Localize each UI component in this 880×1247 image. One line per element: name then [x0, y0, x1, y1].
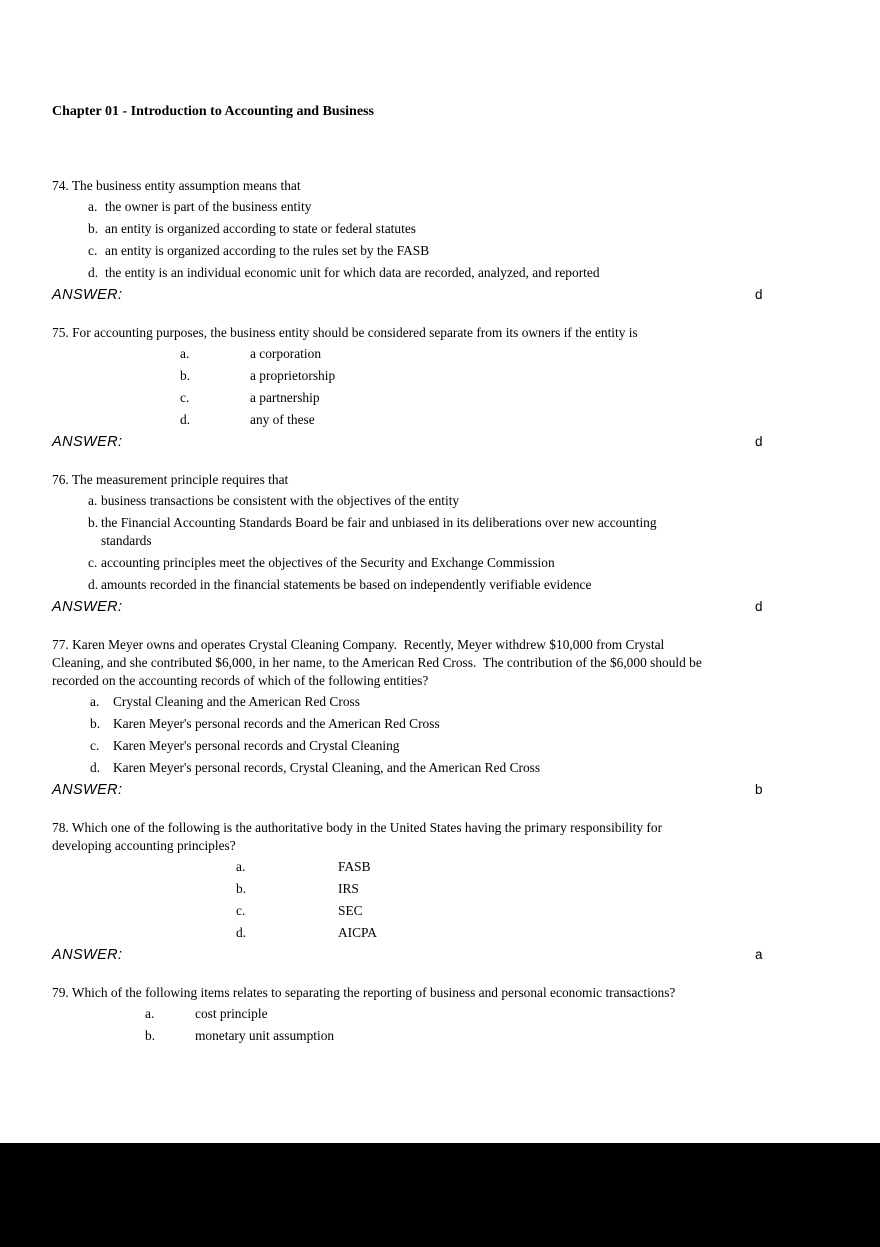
- question-77: [52, 636, 828, 799]
- option-row: [88, 492, 828, 510]
- option-letter: a.: [88, 493, 98, 508]
- answer-value: d: [755, 287, 763, 302]
- option-letter: a.: [88, 199, 98, 214]
- option-letter: d.: [90, 760, 101, 775]
- question-text: [52, 636, 828, 690]
- page-content: [52, 103, 828, 1049]
- answer-row: [52, 433, 828, 451]
- answer-row: [52, 946, 828, 964]
- option-row: [88, 554, 828, 572]
- answer-value: b: [755, 782, 763, 797]
- question-text: [52, 177, 828, 195]
- answer-row: [52, 598, 828, 616]
- question-line: 76. The measurement principle requires that: [52, 472, 289, 487]
- option-letter: d.: [88, 577, 99, 592]
- answer-row: [52, 781, 828, 799]
- option-letter: c.: [236, 903, 246, 918]
- option-text: Karen Meyer's personal records, Crystal Cleaning, and the American Red Cross: [113, 760, 541, 775]
- option-row: [236, 902, 828, 920]
- option-text: the Financial Accounting Standards Board be fair and unbiased in its deliberations over new accounting standards: [101, 515, 657, 548]
- option-text: SEC: [338, 903, 363, 918]
- page-bottom-bar: [0, 1143, 880, 1247]
- option-text: Karen Meyer's personal records and Crystal Cleaning: [113, 738, 400, 753]
- option-row: [180, 367, 828, 385]
- option-text: cost principle: [195, 1006, 268, 1021]
- answer-value: d: [755, 434, 763, 449]
- option-text: amounts recorded in the financial statements be based on independently verifiable evidence: [101, 577, 592, 592]
- question-79: [52, 984, 828, 1045]
- option-letter: a.: [180, 346, 190, 361]
- answer-value: a: [755, 947, 763, 962]
- option-text: an entity is organized according to the rules set by the FASB: [105, 243, 430, 258]
- question-74: [52, 177, 828, 304]
- option-list: [90, 693, 828, 777]
- question-78: [52, 819, 828, 964]
- option-text: the owner is part of the business entity: [105, 199, 312, 214]
- option-row: [180, 345, 828, 363]
- option-text: a proprietorship: [250, 368, 336, 383]
- option-row: [145, 1005, 828, 1023]
- option-row: [88, 576, 828, 594]
- option-row: [236, 880, 828, 898]
- option-row: [236, 858, 828, 876]
- option-text: any of these: [250, 412, 315, 427]
- option-letter: c.: [180, 390, 190, 405]
- option-text: monetary unit assumption: [195, 1028, 335, 1043]
- question-line: developing accounting principles?: [52, 838, 236, 853]
- option-list: [180, 345, 828, 429]
- option-list: [88, 198, 828, 282]
- chapter-heading: Chapter 01 - Introduction to Accounting and Business: [52, 104, 374, 119]
- option-row: [88, 198, 828, 216]
- option-text: a corporation: [250, 346, 322, 361]
- answer-label: ANSWER:: [52, 947, 123, 963]
- option-row: [90, 759, 828, 777]
- option-row: [88, 242, 828, 260]
- option-letter: d.: [88, 265, 99, 280]
- question-76: [52, 471, 828, 616]
- option-text: an entity is organized according to state or federal statutes: [105, 221, 416, 236]
- option-letter: b.: [180, 368, 191, 383]
- question-text: [52, 819, 828, 855]
- option-letter: c.: [90, 738, 100, 753]
- option-letter: d.: [180, 412, 191, 427]
- question-75: [52, 324, 828, 451]
- option-letter: b.: [145, 1028, 156, 1043]
- option-letter: a.: [145, 1006, 155, 1021]
- option-letter: d.: [236, 925, 247, 940]
- option-text: AICPA: [338, 925, 377, 940]
- option-row: [90, 715, 828, 733]
- question-line: 75. For accounting purposes, the business entity should be considered separate from its owners if the entity is: [52, 325, 638, 340]
- option-list: [236, 858, 828, 942]
- option-letter: b.: [236, 881, 247, 896]
- option-text: business transactions be consistent with the objectives of the entity: [101, 493, 460, 508]
- option-list: [145, 1005, 828, 1045]
- option-text: Karen Meyer's personal records and the American Red Cross: [113, 716, 440, 731]
- question-line: recorded on the accounting records of which of the following entities?: [52, 673, 429, 688]
- option-row: [88, 264, 828, 282]
- option-row: [180, 389, 828, 407]
- option-text: a partnership: [250, 390, 320, 405]
- option-row: [236, 924, 828, 942]
- option-text: Crystal Cleaning and the American Red Cross: [113, 694, 360, 709]
- option-letter: a.: [236, 859, 246, 874]
- option-list: [88, 492, 828, 594]
- question-line: 77. Karen Meyer owns and operates Crystal Cleaning Company. Recently, Meyer withdrew $10,000 from Crystal: [52, 637, 665, 652]
- option-row: [90, 737, 828, 755]
- answer-label: ANSWER:: [52, 599, 123, 615]
- option-letter: b.: [90, 716, 101, 731]
- question-line: 74. The business entity assumption means that: [52, 178, 301, 193]
- question-line: Cleaning, and she contributed $6,000, in her name, to the American Red Cross. The contribution of the $6,000 should be: [52, 655, 702, 670]
- option-letter: b.: [88, 515, 99, 530]
- answer-label: ANSWER:: [52, 782, 123, 798]
- option-row: [180, 411, 828, 429]
- option-row: [90, 693, 828, 711]
- option-row: [88, 514, 828, 550]
- option-text: FASB: [338, 859, 371, 874]
- question-text: [52, 984, 828, 1002]
- question-text: [52, 471, 828, 489]
- option-letter: c.: [88, 555, 98, 570]
- question-line: 78. Which one of the following is the authoritative body in the United States having the primary responsibility for: [52, 820, 663, 835]
- option-letter: c.: [88, 243, 98, 258]
- option-text: the entity is an individual economic unit for which data are recorded, analyzed, and reported: [105, 265, 600, 280]
- question-text: [52, 324, 828, 342]
- answer-label: ANSWER:: [52, 434, 123, 450]
- answer-label: ANSWER:: [52, 287, 123, 303]
- option-letter: b.: [88, 221, 99, 236]
- option-row: [145, 1027, 828, 1045]
- answer-row: [52, 286, 828, 304]
- option-letter: a.: [90, 694, 100, 709]
- question-line: 79. Which of the following items relates to separating the reporting of business and personal economic transactions?: [52, 985, 676, 1000]
- answer-value: d: [755, 599, 763, 614]
- option-text: accounting principles meet the objectives of the Security and Exchange Commission: [101, 555, 555, 570]
- option-text: IRS: [338, 881, 359, 896]
- option-row: [88, 220, 828, 238]
